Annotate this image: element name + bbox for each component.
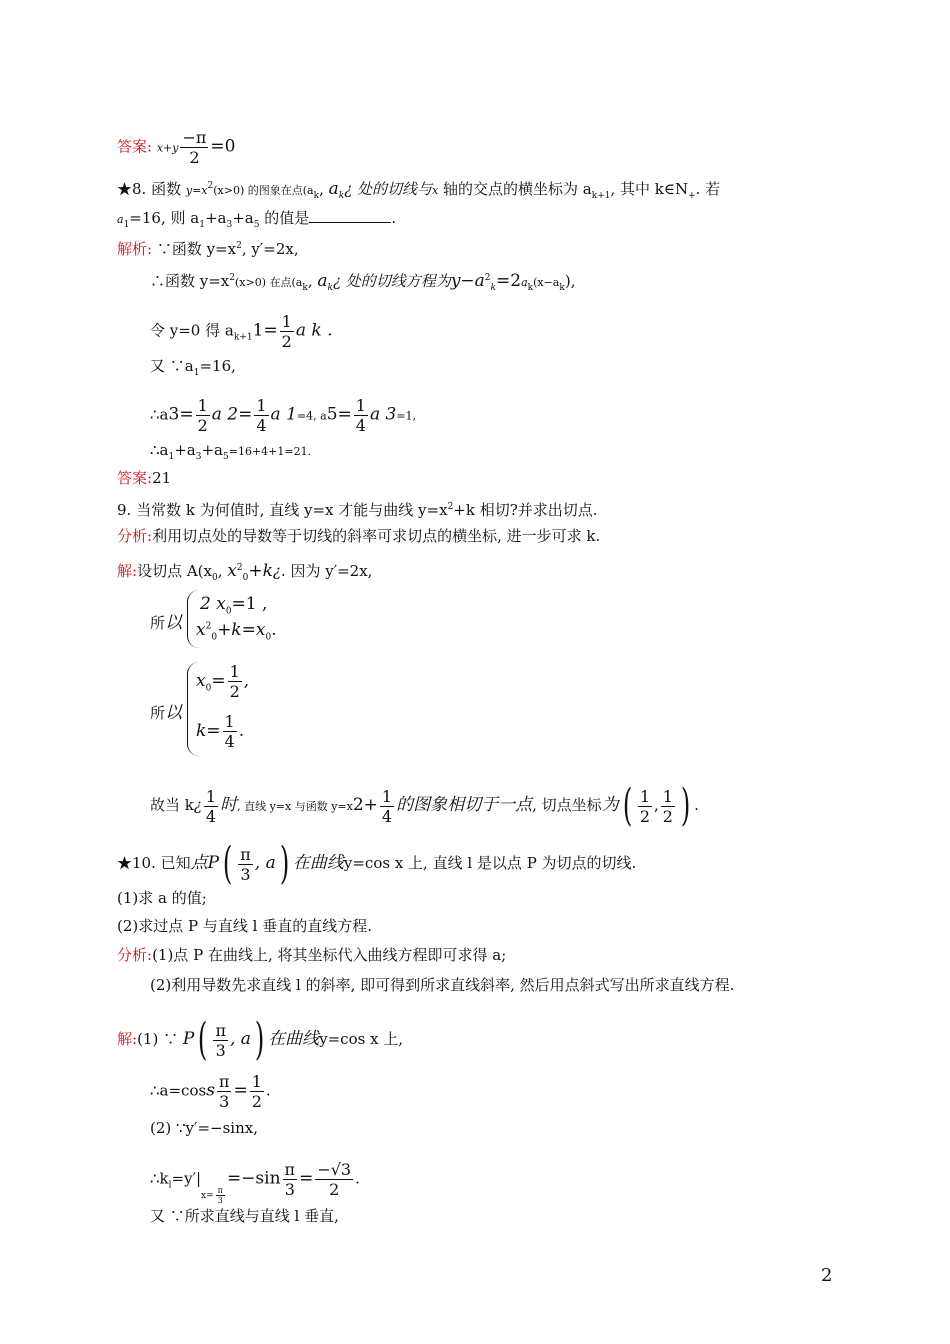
t: . 因为 y′=2x, bbox=[280, 562, 373, 580]
fraction bbox=[250, 1072, 264, 1111]
analysis-line-3 bbox=[150, 312, 332, 351]
system-1-prefix bbox=[150, 608, 182, 633]
q-text: +a bbox=[204, 209, 227, 227]
t: ¿ 处的切线方程为 bbox=[333, 272, 451, 290]
frac-den: 3 bbox=[219, 1092, 230, 1111]
fraction bbox=[315, 1160, 353, 1199]
solution-10-slope bbox=[150, 1160, 360, 1206]
fraction bbox=[180, 128, 208, 167]
t: x= bbox=[201, 1190, 214, 1201]
answer-label: 答案: bbox=[117, 137, 153, 156]
frac-den: 3 bbox=[215, 1040, 226, 1060]
t: ), bbox=[564, 272, 576, 290]
t: (1)点 P 在曲线上, 将其坐标代入曲线方程即可求得 a; bbox=[152, 946, 507, 964]
frac-num: π bbox=[217, 1185, 223, 1195]
fraction bbox=[228, 662, 242, 701]
t: . bbox=[694, 796, 699, 814]
t: 在曲线 bbox=[292, 853, 344, 873]
question-9 bbox=[117, 497, 598, 520]
t: 令 y=0 得 a bbox=[150, 321, 234, 340]
answer-line-2 bbox=[117, 468, 171, 488]
frac-den: 4 bbox=[381, 806, 393, 826]
sub: 1 bbox=[123, 220, 130, 230]
system-1-eq2 bbox=[196, 620, 277, 642]
t: x bbox=[227, 561, 237, 581]
t: 3= bbox=[168, 404, 194, 425]
frac-den: 2 bbox=[662, 806, 673, 826]
expr-text: =0 bbox=[210, 136, 236, 157]
sub: 0 bbox=[205, 683, 212, 694]
sub: 1 bbox=[199, 220, 205, 230]
t: a k . bbox=[295, 320, 333, 341]
question-10-part2 bbox=[117, 916, 372, 936]
t: , bbox=[243, 671, 250, 691]
fraction bbox=[283, 1160, 298, 1199]
fraction bbox=[354, 396, 368, 435]
fraction bbox=[280, 312, 294, 351]
analysis-text: ∵函数 y=x bbox=[152, 240, 237, 258]
analysis-10 bbox=[117, 945, 506, 965]
sub: + bbox=[688, 191, 696, 201]
fraction bbox=[196, 396, 210, 435]
frac-den: 2 bbox=[251, 1092, 262, 1111]
frac-num: −√3 bbox=[317, 1160, 352, 1179]
sub: k bbox=[338, 191, 345, 201]
t: s bbox=[206, 1080, 215, 1101]
q-text: a bbox=[117, 213, 124, 226]
t: =1 , bbox=[231, 594, 268, 614]
t: 1= bbox=[252, 320, 278, 341]
sub: 0 bbox=[211, 573, 218, 583]
fraction bbox=[254, 396, 268, 435]
frac-den: 2 bbox=[639, 806, 651, 826]
t: . bbox=[271, 620, 277, 640]
answer-line-1 bbox=[117, 128, 235, 167]
t: 所 bbox=[150, 704, 166, 722]
sup: 2 bbox=[236, 241, 242, 251]
frac-den: 3 bbox=[217, 1195, 223, 1205]
t: = bbox=[299, 1168, 314, 1189]
fraction bbox=[380, 787, 394, 826]
analysis-line-4 bbox=[150, 356, 236, 383]
t: ∴a bbox=[150, 405, 169, 424]
sup: 2 bbox=[205, 621, 212, 632]
t: a bbox=[521, 276, 528, 289]
t: 所 bbox=[150, 614, 166, 632]
sub: 1 bbox=[193, 368, 200, 378]
frac-num: π bbox=[240, 844, 251, 864]
question-10 bbox=[117, 838, 637, 889]
left-paren: ( bbox=[622, 780, 632, 831]
sup: 2 bbox=[229, 273, 236, 283]
t: . bbox=[265, 1081, 271, 1100]
frac-num: −π bbox=[182, 128, 207, 147]
frac-num: 1 bbox=[197, 396, 208, 415]
t: =−sin bbox=[226, 1168, 281, 1189]
q-text: 轴的交点的横坐标为 a bbox=[438, 180, 592, 198]
q-text: a bbox=[328, 179, 339, 199]
t: 故当 k bbox=[150, 796, 194, 814]
t: 在曲线 bbox=[268, 1029, 320, 1049]
frac-num: 1 bbox=[256, 396, 267, 415]
system-2-eq1 bbox=[196, 662, 249, 701]
question-8-cont bbox=[117, 208, 396, 235]
sup: 2 bbox=[207, 181, 214, 191]
analysis-line-5 bbox=[150, 396, 416, 435]
t: 又 ∵a bbox=[150, 357, 194, 375]
sub: k bbox=[327, 283, 333, 293]
t: , 切点坐标 bbox=[532, 796, 602, 814]
sub: 1 bbox=[168, 452, 175, 462]
t: 点 bbox=[190, 853, 208, 873]
t: a bbox=[317, 271, 328, 291]
solution-9-conclusion bbox=[150, 780, 699, 831]
fraction bbox=[223, 712, 237, 751]
sub: k+1 bbox=[591, 191, 611, 201]
question-10-part1 bbox=[117, 888, 207, 908]
q-text: y=x bbox=[185, 184, 208, 197]
q-text: ¿ 处的切线与 bbox=[344, 180, 433, 198]
t: (1)求 a 的值; bbox=[117, 889, 207, 907]
t: a 3 bbox=[369, 404, 397, 425]
sub: l bbox=[168, 1180, 172, 1191]
t: ∴函数 y=x bbox=[150, 272, 230, 290]
frac-den: 2 bbox=[189, 148, 200, 167]
t: +a bbox=[174, 441, 196, 459]
system-2-prefix bbox=[150, 698, 182, 723]
frac-den: 4 bbox=[256, 416, 267, 435]
analysis-line-2 bbox=[150, 268, 575, 298]
solution-10 bbox=[117, 1014, 404, 1065]
analysis-text: , y′=2x, bbox=[241, 240, 299, 258]
q-text: (x>0) 的图象在点(a bbox=[213, 184, 314, 197]
t: , a bbox=[254, 853, 276, 873]
t: y=cos x 上, bbox=[319, 1030, 404, 1048]
analysis-text: 利用切点处的导数等于切线的斜率可求切点的横坐标, 进一步可求 k. bbox=[152, 527, 601, 545]
t: ∴a=cos bbox=[150, 1081, 207, 1100]
sub: k bbox=[313, 191, 320, 201]
t: . bbox=[355, 1169, 360, 1188]
analysis-line bbox=[117, 236, 299, 259]
q-text: 9. 当常数 k 为何值时, 直线 y=x 才能与曲线 y=x bbox=[117, 501, 448, 519]
frac-num: π bbox=[284, 1160, 296, 1179]
sup: 2 bbox=[447, 502, 454, 512]
t: = bbox=[233, 1080, 248, 1101]
t: P bbox=[207, 853, 220, 873]
t: (x>0) 在点(a bbox=[235, 276, 303, 289]
solution-9 bbox=[117, 558, 372, 588]
fraction bbox=[661, 787, 675, 826]
frac-den: 4 bbox=[355, 416, 366, 435]
t: +k bbox=[248, 561, 273, 581]
t: x bbox=[196, 620, 206, 640]
t: ¿ bbox=[272, 562, 281, 580]
q-text: , 其中 k∈N bbox=[610, 180, 689, 198]
fraction bbox=[204, 787, 218, 826]
t: ∴a bbox=[150, 441, 169, 459]
q-text: 的值是 bbox=[259, 209, 310, 227]
sub: 0 bbox=[265, 632, 272, 643]
frac-den: 4 bbox=[224, 732, 235, 751]
fraction bbox=[213, 1021, 228, 1060]
system-1-eq1 bbox=[200, 594, 267, 616]
fraction bbox=[217, 1072, 232, 1111]
t: (2)利用导数先求直线 l 的斜率, 即可得到所求直线斜率, 然后用点斜式写出所求直线方程. bbox=[150, 976, 735, 994]
right-paren: ) bbox=[279, 838, 290, 889]
frac-den: 3 bbox=[284, 1180, 295, 1199]
solution-10-b bbox=[150, 1118, 258, 1138]
frac-den: 2 bbox=[281, 332, 292, 351]
answer-blank bbox=[309, 208, 391, 223]
sub: 0 bbox=[225, 606, 232, 617]
sub: k bbox=[527, 283, 534, 293]
answer-label: 答案: bbox=[117, 469, 153, 487]
t: , 直线 y=x 与函数 y=x bbox=[237, 800, 353, 813]
frac-num: 1 bbox=[251, 1072, 262, 1091]
sub: 3 bbox=[195, 452, 202, 462]
t: (x−a bbox=[533, 276, 560, 289]
answer-value: 21 bbox=[152, 469, 172, 487]
frac-den: 4 bbox=[205, 806, 217, 826]
q-text: ★8. 函数 bbox=[117, 180, 186, 198]
t: (2) ∵y′=−sinx, bbox=[150, 1119, 258, 1137]
solution-10-c bbox=[150, 1206, 339, 1226]
t: +k=x bbox=[217, 620, 266, 640]
sub: 5 bbox=[223, 452, 229, 462]
frac-num: 1 bbox=[639, 786, 651, 806]
t: 以 bbox=[165, 613, 183, 633]
expr-text: x+y bbox=[156, 141, 179, 155]
frac-den: 2 bbox=[229, 682, 240, 701]
frac-num: 1 bbox=[662, 786, 673, 806]
frac-den: 2 bbox=[197, 416, 208, 435]
frac-num: 1 bbox=[205, 786, 217, 806]
t: x bbox=[196, 671, 206, 691]
sub: 3 bbox=[226, 220, 233, 230]
sup: 2 bbox=[236, 563, 243, 573]
t: =4, a bbox=[296, 409, 327, 423]
right-paren: ) bbox=[254, 1014, 265, 1065]
t: 的图象相切于一点 bbox=[396, 795, 533, 815]
q-text: , bbox=[319, 180, 329, 198]
analysis-label: 分析: bbox=[117, 527, 153, 545]
left-paren: ( bbox=[198, 1014, 208, 1065]
sub: k bbox=[490, 283, 496, 293]
frac-num: π bbox=[218, 1072, 230, 1091]
q-text: x bbox=[432, 184, 439, 197]
frac-num: 1 bbox=[229, 662, 240, 681]
t: y=cos x 上, 直线 l 是以点 P 为切点的切线. bbox=[343, 854, 637, 872]
t: 又 ∵所求直线与直线 l 垂直, bbox=[150, 1207, 339, 1225]
t: a 1 bbox=[270, 404, 297, 425]
t: y−a bbox=[450, 271, 485, 291]
fraction bbox=[216, 1186, 225, 1205]
t: (1) ∵ bbox=[137, 1030, 183, 1048]
t: 时 bbox=[220, 795, 238, 815]
t: 2 x bbox=[200, 594, 226, 614]
t: (2)求过点 P 与直线 l 垂直的直线方程. bbox=[117, 917, 372, 935]
t: ¿ bbox=[193, 796, 202, 814]
solution-label: 解: bbox=[117, 562, 138, 580]
q-text: . 若 bbox=[695, 180, 721, 198]
sub: 0 bbox=[211, 632, 218, 643]
right-paren: ) bbox=[680, 780, 691, 831]
t: 设切点 A(x bbox=[137, 562, 212, 580]
frac-num: 1 bbox=[355, 396, 366, 415]
t: =16, bbox=[199, 357, 236, 375]
sub: 5 bbox=[253, 220, 260, 230]
q-text: +k 相切?并求出切点. bbox=[453, 501, 598, 519]
t: = bbox=[211, 671, 226, 691]
frac-num: 1 bbox=[281, 312, 292, 331]
fraction bbox=[238, 845, 253, 884]
t: 以 bbox=[165, 703, 183, 723]
t: , bbox=[217, 562, 228, 580]
t: +a bbox=[201, 441, 223, 459]
t: ∴k bbox=[150, 1169, 169, 1188]
q-text: =16, 则 a bbox=[129, 209, 200, 227]
t: , bbox=[654, 796, 659, 814]
t: 5= bbox=[326, 404, 352, 425]
left-paren: ( bbox=[222, 838, 233, 889]
frac-num: 1 bbox=[224, 712, 235, 731]
fraction bbox=[638, 787, 652, 826]
t: k= bbox=[196, 721, 221, 741]
solution-10-a bbox=[150, 1072, 271, 1111]
t: , a bbox=[230, 1029, 251, 1049]
eval-subscript bbox=[201, 1186, 227, 1206]
t: . bbox=[238, 721, 245, 741]
page-number: 2 bbox=[821, 1265, 833, 1286]
t: =y′| bbox=[171, 1169, 202, 1188]
analysis-label: 解析: bbox=[117, 240, 153, 258]
analysis-label: 分析: bbox=[117, 946, 153, 964]
sub: k bbox=[302, 283, 308, 293]
t: P bbox=[182, 1029, 195, 1049]
sub: 0 bbox=[242, 573, 249, 583]
q-text: . bbox=[391, 209, 396, 227]
analysis-line-6 bbox=[150, 440, 311, 467]
sub: k+1 bbox=[233, 332, 253, 343]
analysis-9 bbox=[117, 526, 600, 546]
t: a 2= bbox=[211, 404, 253, 425]
q-text: +a bbox=[232, 209, 254, 227]
frac-den: 2 bbox=[329, 1180, 340, 1199]
t: =16+4+1=21. bbox=[228, 445, 312, 458]
t: =1, bbox=[396, 409, 417, 423]
t: 2+ bbox=[352, 795, 378, 815]
sub: k bbox=[559, 283, 565, 293]
frac-num: 1 bbox=[381, 786, 393, 806]
frac-den: 3 bbox=[240, 864, 251, 884]
frac-num: π bbox=[215, 1020, 226, 1040]
t: ★10. 已知 bbox=[117, 854, 191, 872]
system-2-eq2 bbox=[196, 712, 244, 751]
question-8 bbox=[117, 176, 720, 206]
solution-label: 解: bbox=[117, 1030, 138, 1048]
analysis-10-2 bbox=[150, 975, 734, 995]
t: , bbox=[307, 272, 318, 290]
sup: 2 bbox=[484, 273, 491, 283]
t: =2 bbox=[496, 271, 522, 291]
t: 为 bbox=[601, 795, 619, 815]
